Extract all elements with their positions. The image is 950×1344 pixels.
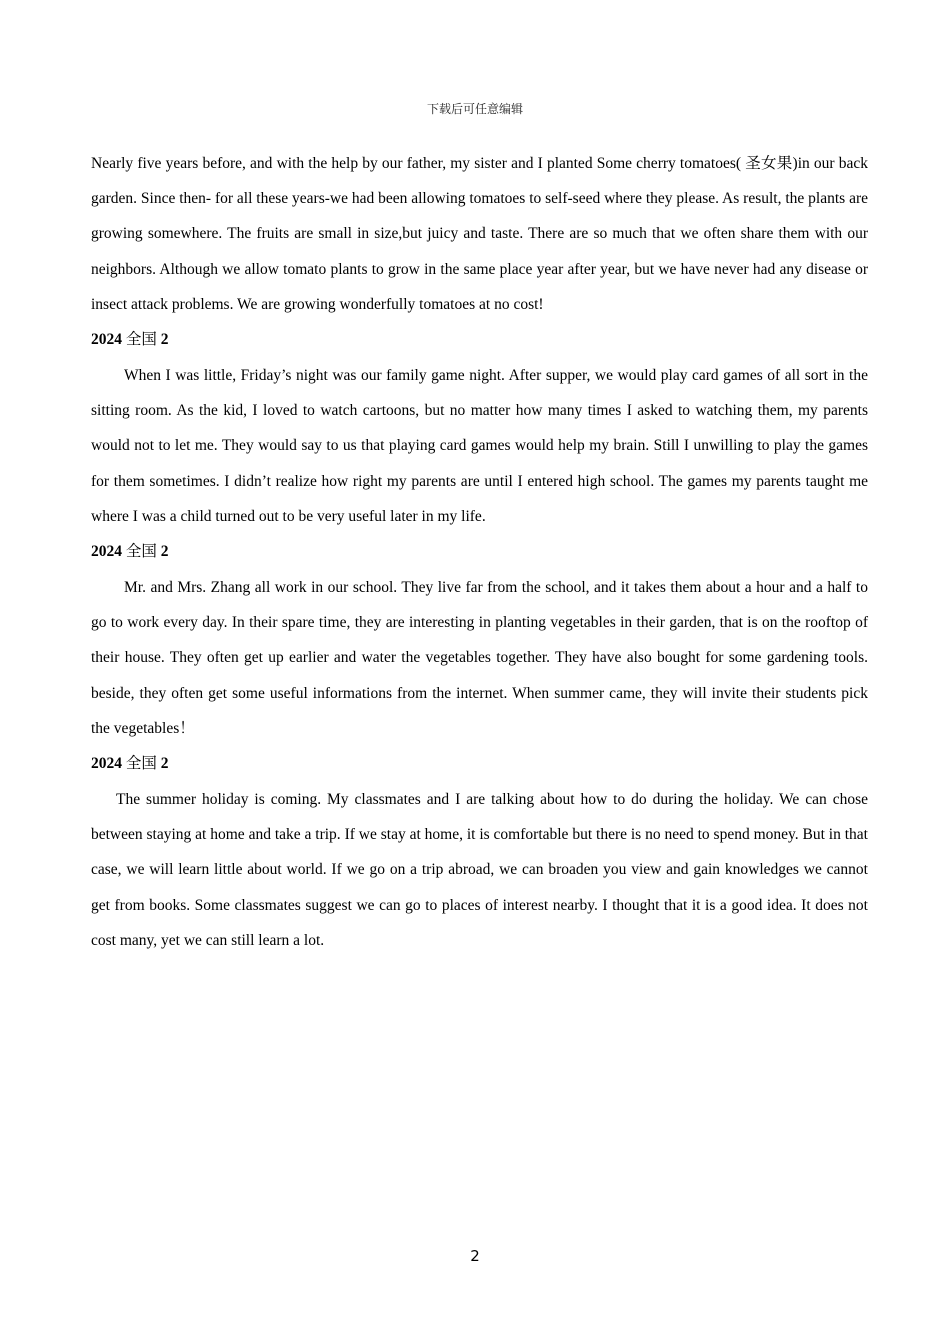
passage-4-label-year: 2024 (91, 755, 122, 773)
page-number: 2 (470, 1247, 480, 1265)
passage-2-label-year: 2024 (91, 331, 122, 349)
header-note: 下载后可任意编辑 (426, 102, 523, 116)
passage-3-label-num: 2 (160, 543, 169, 561)
passage-4-label (91, 746, 868, 782)
passage-3-label-year: 2024 (91, 543, 122, 561)
passage-2-label (91, 322, 868, 358)
passage-3-text: Mr. and Mrs. Zhang all work in our school. They live far from the school, and it takes them about a hour and a half to go to work every day. In their spare time, they are interesting in planting vegetables in their garden, that is on the rooftop of their house. They often get up earlier and water the vegetables together. They have also bought for some gardening tools. beside, they often get some useful informations from the internet. When summer came, they will invite their students pick the vegetables！ (91, 579, 868, 737)
passage-4-text: The summer holiday is coming. My classmates and I are talking about how to do during the holiday. We can chose between staying at home and take a trip. If we stay at home, it is comfortable but there is no need to spend money. But in that case, we will learn little about world. If we go on a trip abroad, we can broaden you view and gain knowledges we cannot get from books. Some classmates suggest we can go to places of interest nearby. I thought that it is a good idea. It does not cost many, yet we can still learn a lot. (91, 791, 868, 949)
passage-3-label (91, 534, 868, 570)
passage-2-label-num: 2 (160, 331, 169, 349)
document-content (91, 146, 868, 958)
passage-1-text: Nearly five years before, and with the help by our father, my sister and I planted Some cherry tomatoes( 圣女果)in our back garden. Since then- for all these years-we had been allowing tomatoes to self-seed where they please. As result, the plants are growing somewhere. The fruits are small in size,but juicy and taste. There are so much that we often share them with our neighbors. Although we allow tomato plants to grow in the same place year after year, but we have never had any disease or insect attack problems. We are growing wonderfully tomatoes at no cost! (91, 155, 868, 313)
passage-4-label-num: 2 (160, 755, 169, 773)
passage-2-label-region: 全国 (125, 331, 157, 349)
passage-4-label-region: 全国 (125, 755, 157, 773)
passage-3-label-region: 全国 (125, 543, 157, 561)
passage-2-text: When I was little, Friday’s night was our family game night. After supper, we would play card games of all sort in the sitting room. As the kid, I loved to watch cartoons, but no matter how many times I asked to watching them, my parents would not to let me. They would say to us that playing card games would help my brain. Still I unwilling to play the games for them sometimes. I didn’t realize how right my parents are until I entered high school. The games my parents taught me where I was a child turned out to be very useful later in my life. (91, 367, 868, 525)
